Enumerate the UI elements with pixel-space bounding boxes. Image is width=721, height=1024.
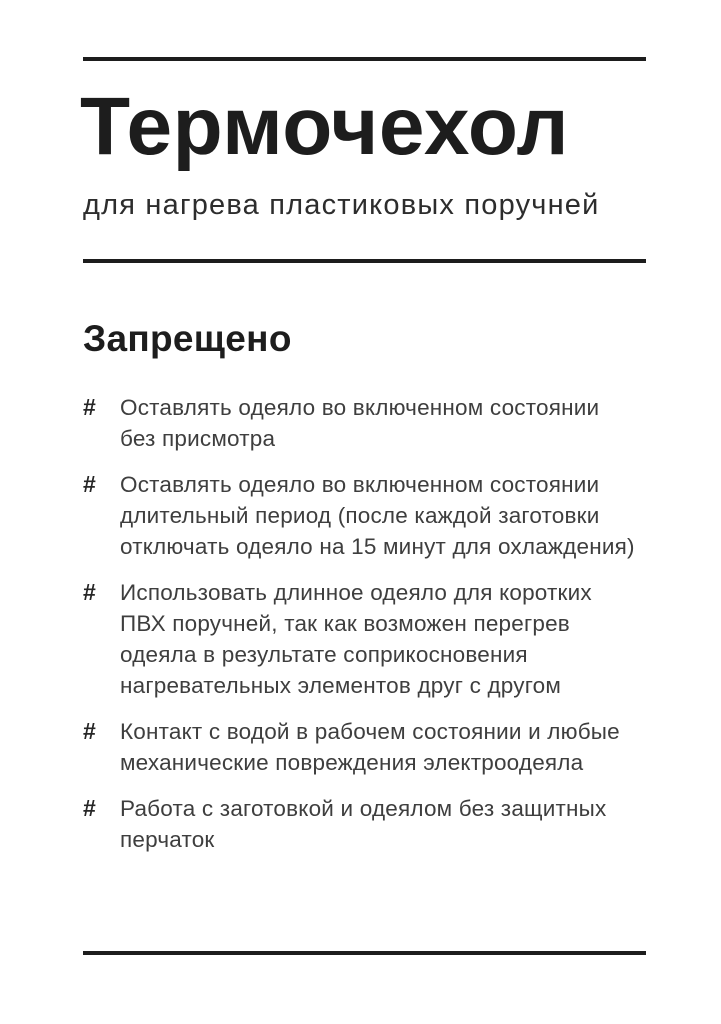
list-item — [83, 793, 651, 855]
page-subtitle: для нагрева пластиковых поручней — [83, 189, 600, 221]
list-item — [83, 469, 651, 562]
header-divider — [83, 259, 646, 263]
list-item — [83, 716, 651, 778]
list-item-text: Оставлять одеяло во включенном состоянии длительный период (после каждой заготовки отключать одеяло на 15 минут для охлаждения) — [120, 472, 635, 559]
prohibited-list — [83, 392, 651, 870]
list-item-text: Использовать длинное одеяло для коротких ПВХ поручней, так как возможен перегрев одеяла в результате соприкосновения нагревательных элементов друг с другом — [120, 580, 592, 698]
hash-bullet-icon: # — [83, 795, 96, 821]
list-item-text: Работа с заготовкой и одеялом без защитных перчаток — [120, 796, 607, 852]
bottom-divider — [83, 951, 646, 955]
section-heading-prohibited: Запрещено — [83, 318, 292, 359]
hash-bullet-icon: # — [83, 471, 96, 497]
hash-bullet-icon: # — [83, 394, 96, 420]
list-item-text: Оставлять одеяло во включенном состоянии без присмотра — [120, 395, 600, 451]
hash-bullet-icon: # — [83, 718, 96, 744]
hash-bullet-icon: # — [83, 579, 96, 605]
page-title: Термочехол — [80, 81, 570, 172]
list-item-text: Контакт с водой в рабочем состоянии и любые механические повреждения электроодеяла — [120, 719, 620, 775]
top-divider — [83, 57, 646, 61]
list-item — [83, 392, 651, 454]
list-item — [83, 577, 651, 701]
